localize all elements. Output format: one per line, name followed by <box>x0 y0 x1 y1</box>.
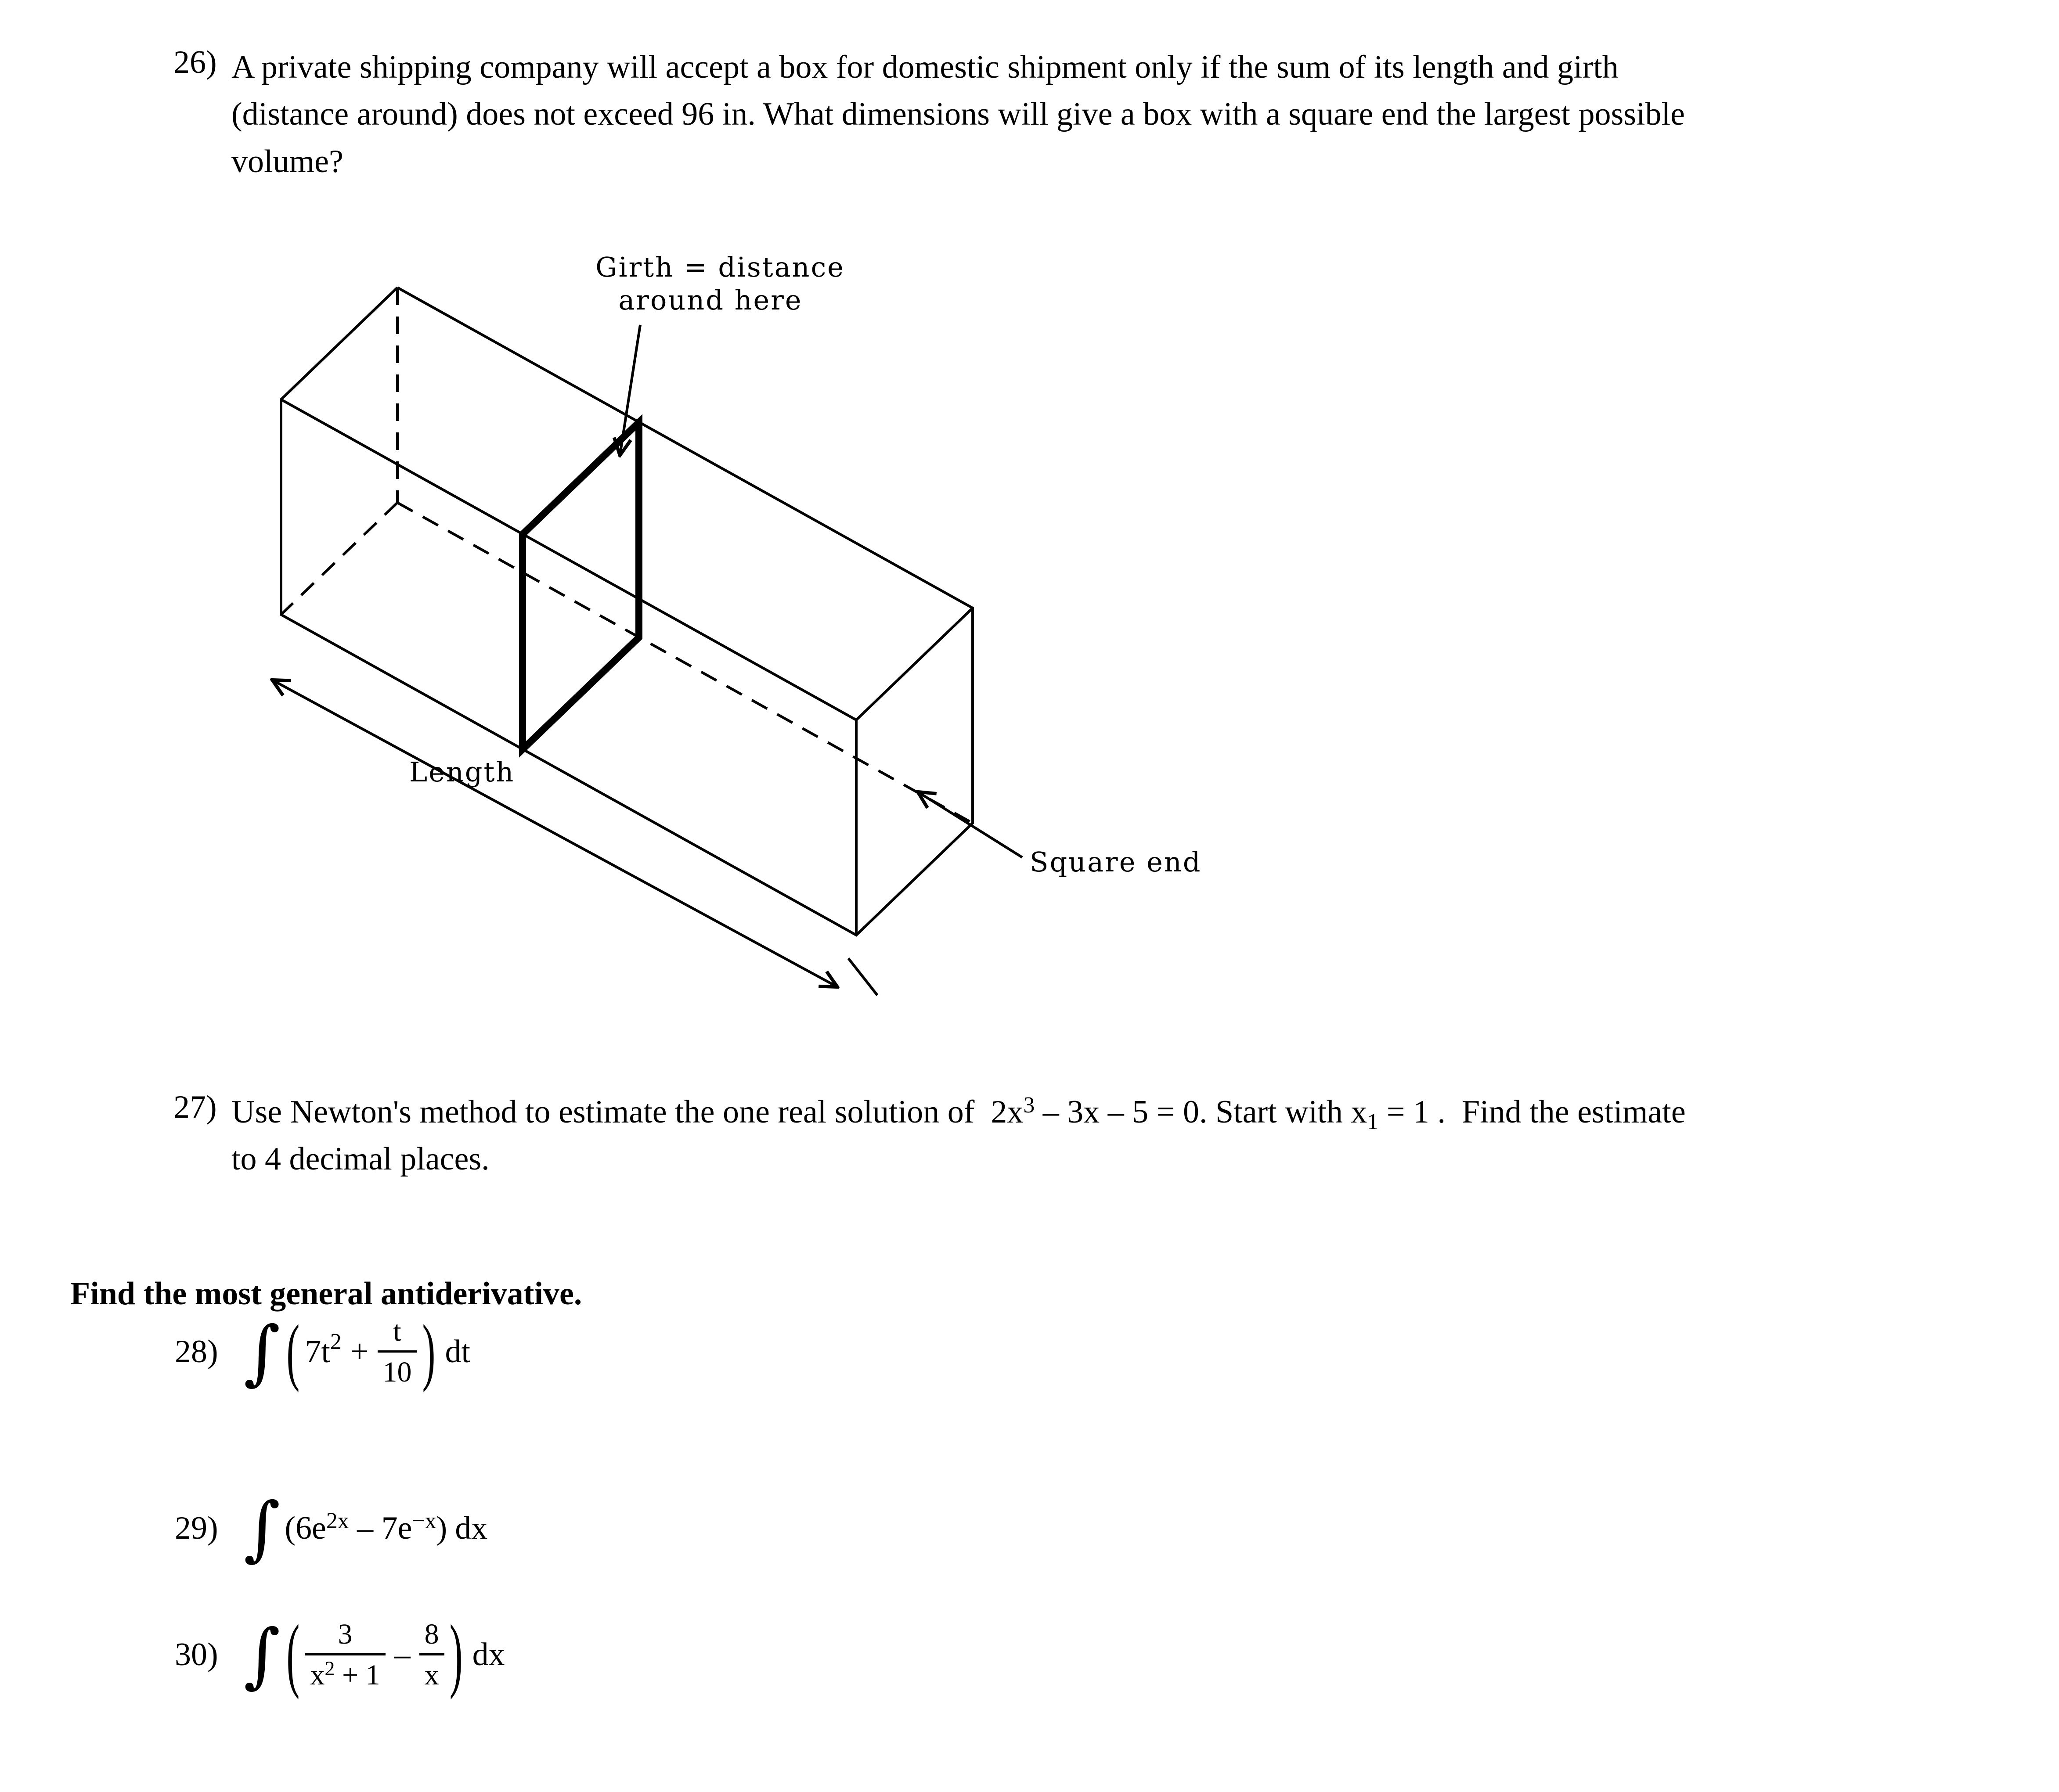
problem-27-text <box>231 1089 1686 1183</box>
problem-26-line-1: A private shipping company will accept a box for domestic shipment only if the sum of its length and girth <box>231 49 1619 85</box>
problem-27 <box>173 1089 2040 1183</box>
p27-eq-subscript: 1 <box>1367 1109 1379 1134</box>
integral-icon: ∫ <box>244 1310 281 1393</box>
p30-expression <box>305 1620 444 1690</box>
problem-30 <box>175 1608 505 1700</box>
p30-fraction-2-denominator: x <box>419 1653 444 1690</box>
problem-28 <box>175 1310 471 1393</box>
p30-fraction-2-numerator: 8 <box>424 1618 439 1650</box>
open-paren: ( <box>286 1310 300 1393</box>
integral-icon: ∫ <box>244 1613 281 1696</box>
length-label: Length <box>409 756 515 788</box>
p30-frac1-den-rest: + 1 <box>335 1659 380 1691</box>
p27-eq-after: = 1 . Find the estimate <box>1378 1094 1686 1130</box>
length-arrow-tick <box>848 958 877 995</box>
p30-fraction-1 <box>305 1620 385 1690</box>
problem-27-number: 27) <box>173 1089 217 1125</box>
problem-29 <box>175 1487 488 1569</box>
p28-term1-base: 7t <box>305 1334 330 1370</box>
integral-icon: ∫ <box>244 1487 281 1569</box>
square-end-label: Square end <box>1030 846 1202 878</box>
p29-expr-start: (6e <box>285 1510 326 1546</box>
problem-26-text <box>231 44 1685 185</box>
open-paren: ( <box>286 1608 300 1700</box>
p28-differential: dt <box>445 1334 471 1370</box>
p30-fraction-2 <box>419 1620 444 1690</box>
square-end-arrow <box>919 792 1022 857</box>
problem-26-line-2: (distance around) does not exceed 96 in. What dimensions will give a box with a square end the largest possible <box>231 96 1685 133</box>
p30-fraction-1-numerator: 3 <box>338 1618 353 1650</box>
girth-label-line-1: Girth = distance <box>595 251 845 283</box>
p29-expression <box>285 1510 447 1547</box>
problem-29-number: 29) <box>175 1510 218 1546</box>
p28-plus-operator: + <box>350 1334 369 1370</box>
problem-28-number: 28) <box>175 1334 218 1370</box>
problem-26 <box>173 44 2027 185</box>
girth-cross-section <box>523 422 639 749</box>
p29-expr-middle: – 7e <box>349 1510 412 1546</box>
close-paren: ) <box>422 1310 436 1393</box>
p29-expr-end: ) <box>436 1510 447 1546</box>
box-edges <box>281 288 973 935</box>
problem-30-number: 30) <box>175 1637 218 1673</box>
p28-fraction-numerator: t <box>393 1315 401 1347</box>
p28-fraction-denominator: 10 <box>378 1350 417 1387</box>
problem-26-line-3: volume? <box>231 143 343 180</box>
p29-exponent-1: 2x <box>326 1508 349 1534</box>
p30-minus-operator: – <box>394 1637 411 1673</box>
problem-27-line-1 <box>231 1089 1686 1136</box>
p27-eq-base: 2x <box>991 1094 1024 1130</box>
p28-fraction <box>378 1317 417 1387</box>
p27-text-before: Use Newton's method to estimate the one real solution of <box>231 1094 991 1130</box>
problem-27-line-2: to 4 decimal places. <box>231 1141 490 1177</box>
p30-frac1-den-base: x <box>310 1659 325 1691</box>
p28-expression <box>305 1317 417 1387</box>
p27-eq-middle: – 3x – 5 = 0. Start with x <box>1035 1094 1367 1130</box>
box-diagram <box>246 244 1300 1034</box>
p28-term1-exponent: 2 <box>330 1329 342 1354</box>
box-hidden-edges <box>281 288 973 823</box>
length-arrow <box>273 680 837 986</box>
section-heading: Find the most general antiderivative. <box>70 1276 582 1312</box>
p30-fraction-1-denominator <box>305 1653 385 1690</box>
p30-differential: dx <box>472 1637 505 1673</box>
problem-26-number: 26) <box>173 44 217 80</box>
girth-label-line-2: around here <box>618 284 803 316</box>
p30-frac1-den-exponent: 2 <box>325 1657 335 1680</box>
p27-eq-exponent: 3 <box>1023 1092 1035 1118</box>
p29-exponent-2: −x <box>412 1508 436 1534</box>
p29-differential: dx <box>455 1510 488 1546</box>
close-paren: ) <box>449 1608 463 1700</box>
